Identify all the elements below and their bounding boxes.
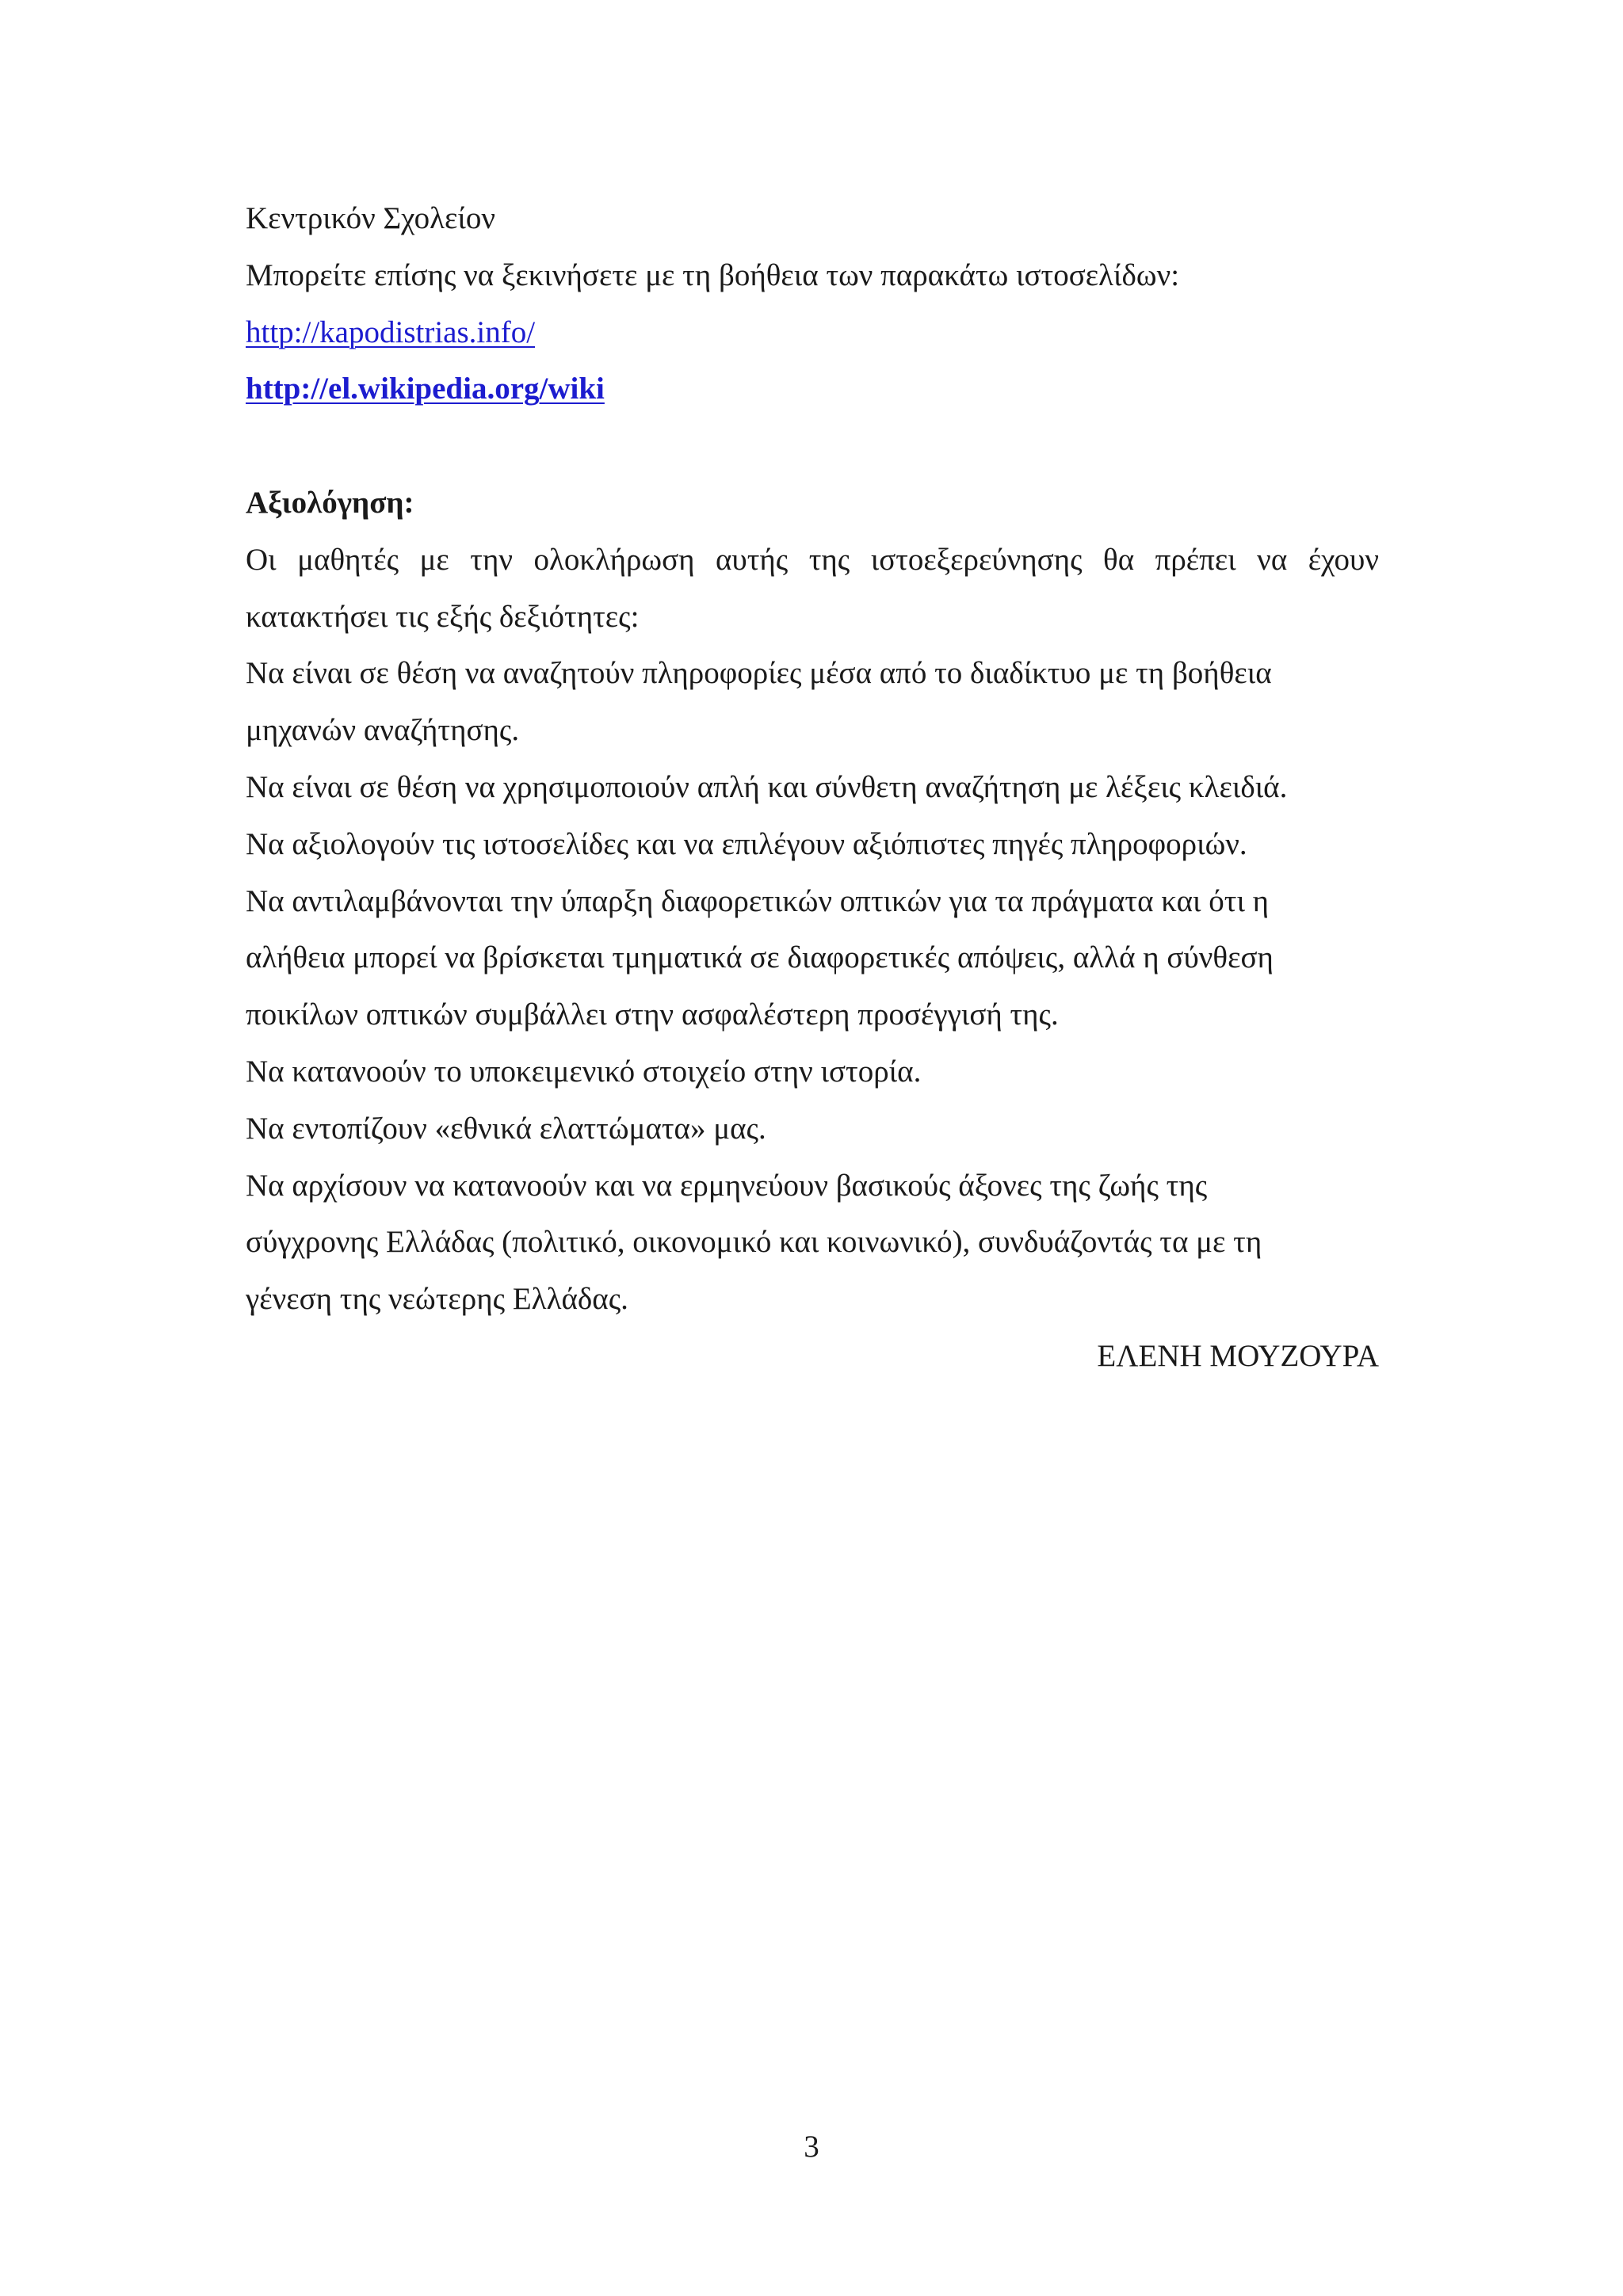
link-row-2 — [246, 360, 1379, 418]
link-row-1 — [246, 304, 1379, 361]
assessment-line: κατακτήσει τις εξής δεξιότητες: — [246, 599, 640, 634]
assessment-line: Οι μαθητές με την ολοκλήρωση αυτής της ιστοεξερεύνησης θα πρέπει να έχουν — [246, 542, 1379, 577]
wikipedia-link[interactable]: http://el.wikipedia.org/wiki — [246, 372, 605, 406]
author-signature: ΕΛΕΝΗ ΜΟΥΖΟΥΡΑ — [1097, 1338, 1379, 1373]
assessment-line: ποικίλων οπτικών συμβάλλει στην ασφαλέστερη προσέγγισή της. — [246, 997, 1059, 1032]
assessment-line: Να εντοπίζουν «εθνικά ελαττώματα» μας. — [246, 1111, 766, 1146]
assessment-heading: Αξιολόγηση: — [246, 485, 414, 520]
kapodistrias-link[interactable]: http://kapodistrias.info/ — [246, 315, 536, 349]
page-number: 3 — [804, 2130, 819, 2164]
assessment-line: μηχανών αναζήτησης. — [246, 713, 520, 748]
assessment-line: Να είναι σε θέση να χρησιμοποιούν απλή και σύνθετη αναζήτηση με λέξεις κλειδιά. — [246, 769, 1288, 804]
websites-intro-text: Μπορείτε επίσης να ξεκινήσετε με τη βοήθεια των παρακάτω ιστοσελίδων: — [246, 257, 1180, 292]
page-body — [246, 190, 1379, 1385]
assessment-line: Να αξιολογούν τις ιστοσελίδες και να επιλέγουν αξιόπιστες πηγές πληροφοριών. — [246, 826, 1247, 861]
assessment-line: αλήθεια μπορεί να βρίσκεται τμηματικά σε διαφορετικές απόψεις, αλλά η σύνθεση — [246, 940, 1274, 975]
assessment-line: Να κατανοούν το υποκειμενικό στοιχείο στην ιστορία. — [246, 1054, 922, 1089]
school-name: Κεντρικόν Σχολείον — [246, 201, 496, 235]
assessment-line: γένεση της νεώτερης Ελλάδας. — [246, 1282, 628, 1317]
assessment-line: Να είναι σε θέση να αναζητούν πληροφορίες μέσα από το διαδίκτυο με τη βοήθεια — [246, 656, 1272, 691]
assessment-line: σύγχρονης Ελλάδας (πολιτικό, οικονομικό και κοινωνικό), συνδυάζοντάς τα με τη — [246, 1225, 1262, 1260]
assessment-line: Να αρχίσουν να κατανοούν και να ερμηνεύουν βασικούς άξονες της ζωής της — [246, 1168, 1208, 1203]
assessment-line: Να αντιλαμβάνονται την ύπαρξη διαφορετικών οπτικών για τα πράγματα και ότι η — [246, 883, 1270, 918]
paragraph-spacer — [246, 418, 1379, 475]
